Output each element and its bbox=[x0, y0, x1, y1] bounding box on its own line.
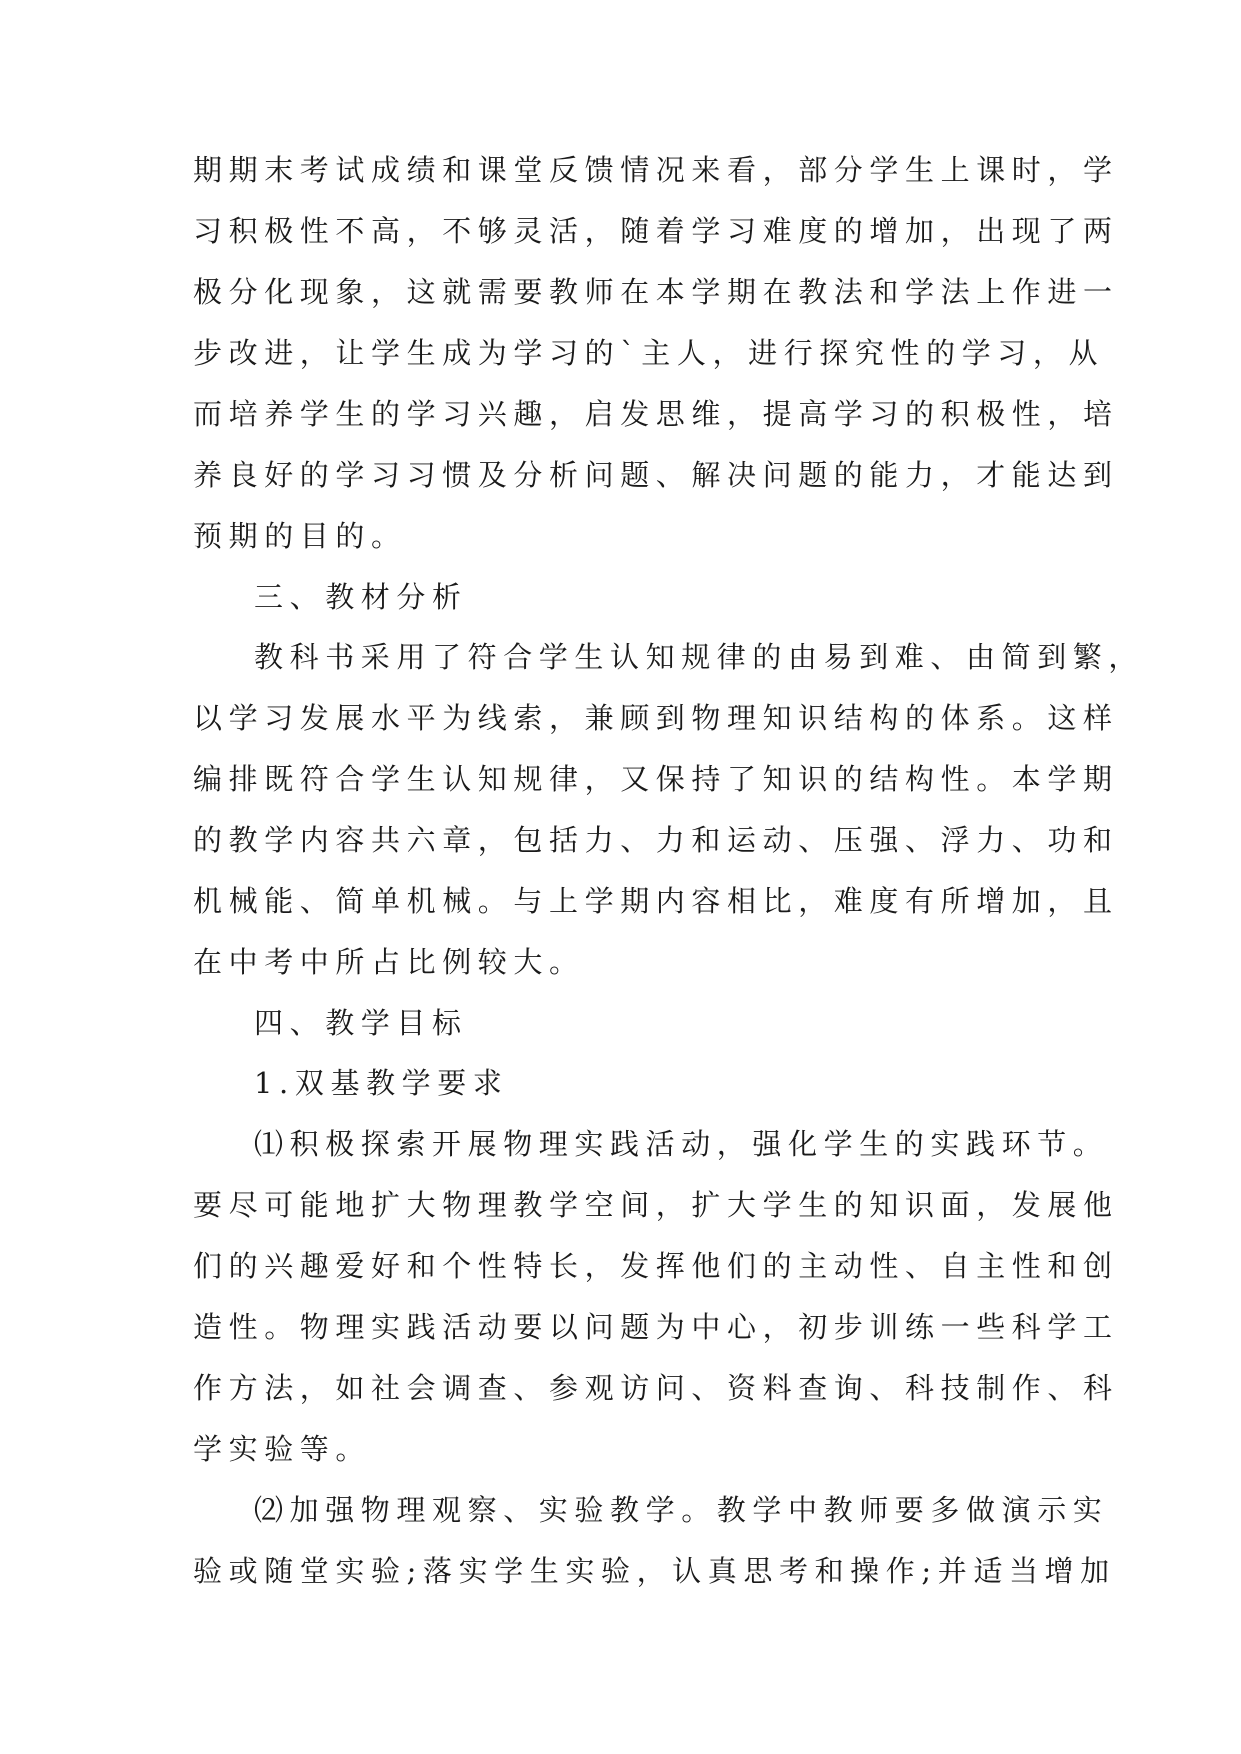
text-line: 编排既符合学生认知规律，又保持了知识的结构性。本学期 bbox=[193, 762, 1119, 796]
text-line: 步改进，让学生成为学习的`主人，进行探究性的学习，从 bbox=[193, 336, 1105, 370]
text-line: 机械能、简单机械。与上学期内容相比，难度有所增加，且 bbox=[193, 884, 1119, 918]
text-line: 养良好的学习习惯及分析问题、解决问题的能力，才能达到 bbox=[193, 458, 1119, 492]
section-heading: 三、教材分析 bbox=[254, 580, 468, 614]
text-line: 而培养学生的学习兴趣，启发思维，提高学习的积极性，培 bbox=[193, 397, 1119, 431]
text-line: 造性。物理实践活动要以问题为中心，初步训练一些科学工 bbox=[193, 1310, 1119, 1344]
text-line: 们的兴趣爱好和个性特长，发挥他们的主动性、自主性和创 bbox=[193, 1249, 1119, 1283]
text-line: 期期末考试成绩和课堂反馈情况来看，部分学生上课时，学 bbox=[193, 153, 1119, 187]
text-line: 预期的目的。 bbox=[193, 519, 407, 553]
text-line: 的教学内容共六章，包括力、力和运动、压强、浮力、功和 bbox=[193, 823, 1119, 857]
text-line: ⑴积极探索开展物理实践活动，强化学生的实践环节。 bbox=[254, 1127, 1109, 1161]
text-line: 作方法，如社会调查、参观访问、资料查询、科技制作、科 bbox=[193, 1371, 1119, 1405]
text-line: 以学习发展水平为线索，兼顾到物理知识结构的体系。这样 bbox=[193, 701, 1119, 735]
text-line: 在中考中所占比例较大。 bbox=[193, 945, 585, 979]
text-line: 验或随堂实验;落实学生实验，认真思考和操作;并适当增加 bbox=[193, 1554, 1116, 1588]
text-line: 要尽可能地扩大物理教学空间，扩大学生的知识面，发展他 bbox=[193, 1188, 1119, 1222]
section-heading: 四、教学目标 bbox=[254, 1006, 468, 1040]
text-line: 学实验等。 bbox=[193, 1432, 372, 1466]
text-line: 习积极性不高，不够灵活，随着学习难度的增加，出现了两 bbox=[193, 214, 1119, 248]
text-line: 极分化现象，这就需要教师在本学期在教法和学法上作进一 bbox=[193, 275, 1119, 309]
text-line: 教科书采用了符合学生认知规律的由易到难、由简到繁， bbox=[254, 640, 1145, 674]
text-line: ⑵加强物理观察、实验教学。教学中教师要多做演示实 bbox=[254, 1493, 1109, 1527]
subsection-heading: 1.双基教学要求 bbox=[254, 1066, 509, 1100]
